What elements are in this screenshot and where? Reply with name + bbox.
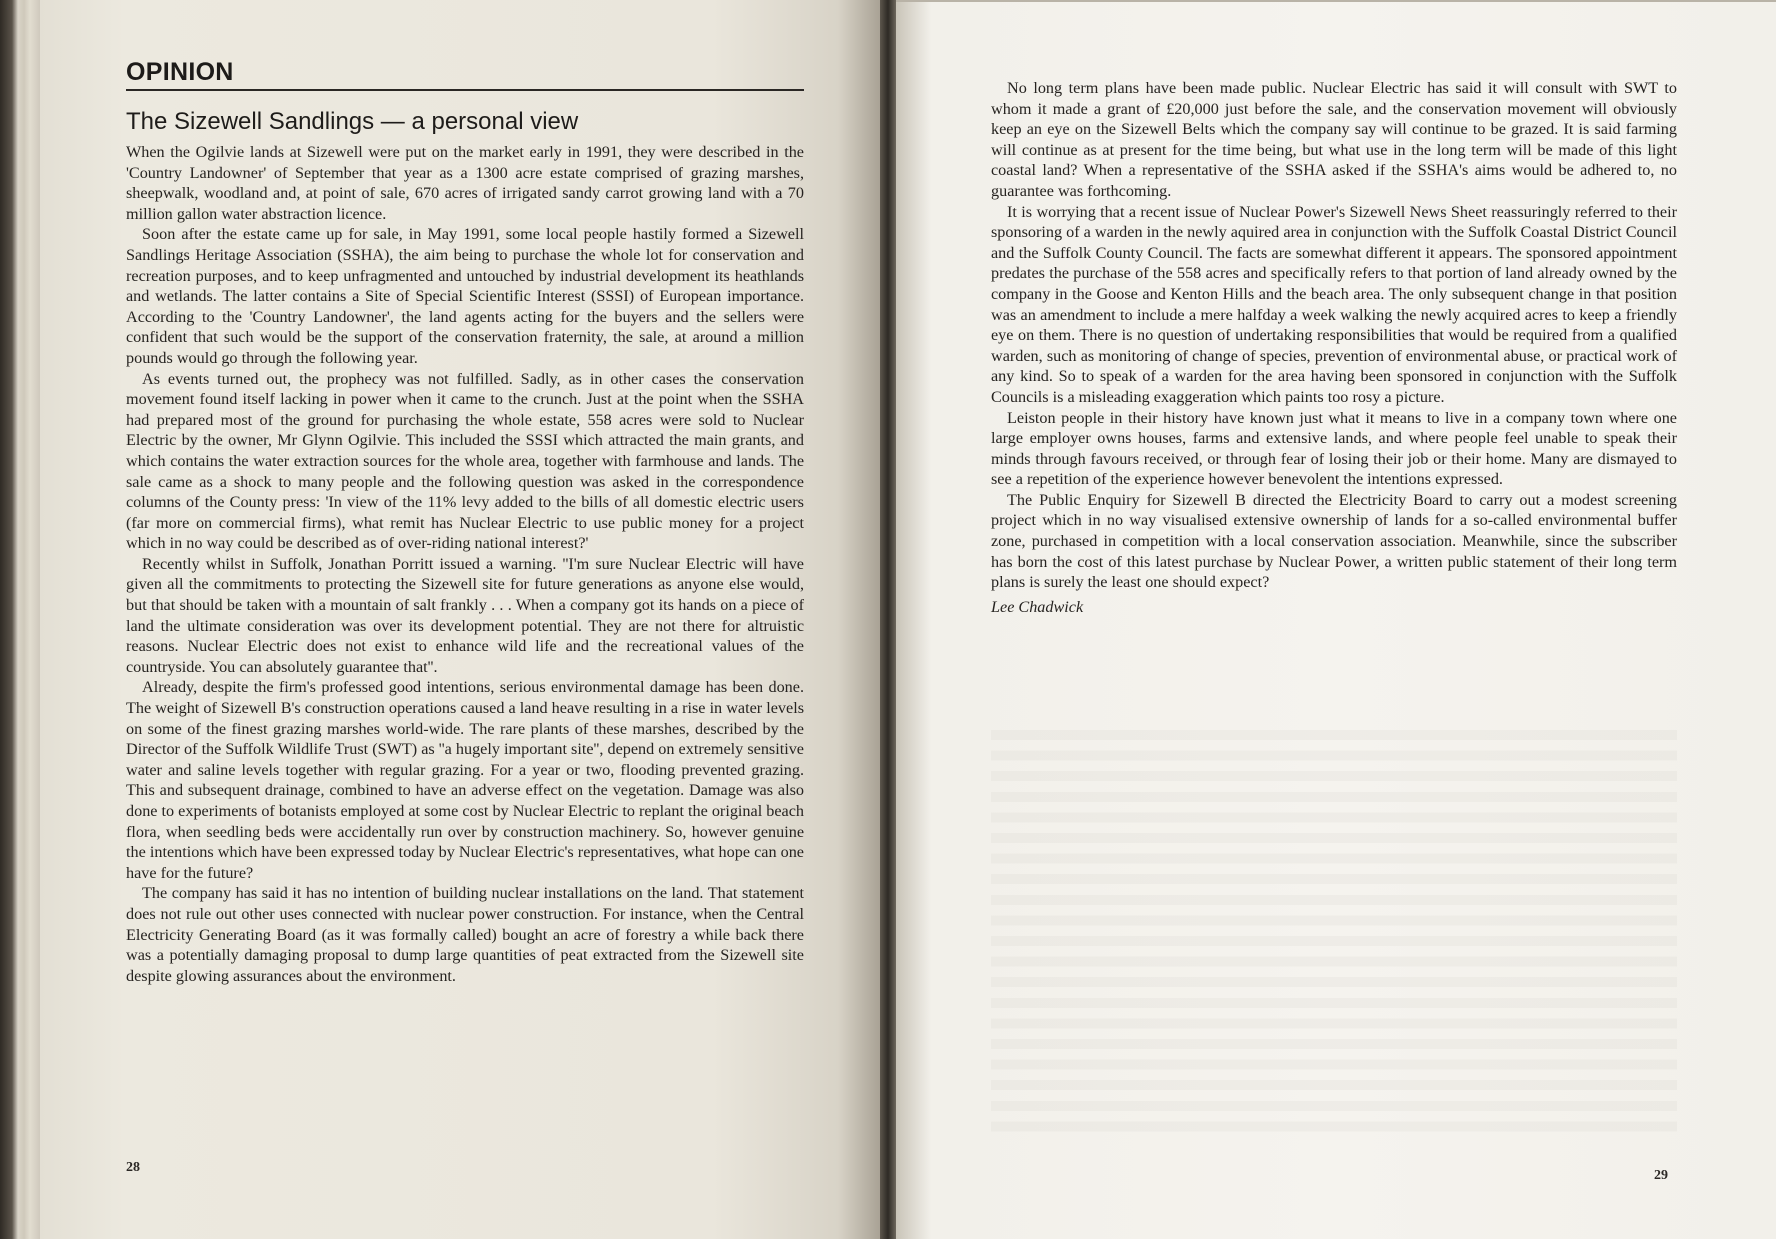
paragraph: It is worrying that a recent issue of Nuclear Power's Sizewell News Sheet reassuringly referred to their sponsoring of a warden in the newly aquired area in conjunction with the Suffolk Coastal District Council and the Suffolk County Council. The facts are somewhat different it appears. The sponsored appointment predates the purchase of the 558 acres and specifically refers to that portion of land already owned by the company in the Goose and Kenton Hills and the beach area. The only subsequent change in that position was an amendment to include a mere halfday a week walking the newly acquired acres to keep a friendly eye on them. There is no question of undertaking responsibilities that would be required from a qualified warden, such as monitoring of change of species, prevention of environmental abuse, or practical work of any kind. So to speak of a warden for the area having been sponsored in conjunction with the Suffolk Councils is a misleading exaggeration which paints too rosy a picture.: [991, 202, 1677, 406]
bleed-through-shading: [991, 730, 1677, 1140]
paragraph: When the Ogilvie lands at Sizewell were put on the market early in 1991, they were described in the 'Country Landowner' of September that year as a 1300 acre estate comprised of grazing marshes, sheepwalk, woodland and, at point of sale, 670 acres of irrigated sandy carrot growing land with a 70 million gallon water abstraction licence.: [126, 143, 804, 223]
paragraph: Already, despite the firm's professed good intentions, serious environmental damage has been done. The weight of Sizewell B's construction operations caused a land heave resulting in a rise in water levels on some of the finest grazing marshes world-wide. The rare plants of these marshes, described by the Director of the Suffolk Wildlife Trust (SWT) as ''a hugely important site'', depend on extremely sensitive water and saline levels together with regular grazing. For a year or two, flooding prevented grazing. This and subsequent drainage, combined to have an adverse effect on the vegetation. Damage was also done to experiments of botanists employed at some cost by Nuclear Electric to replant the original beach flora, when seedling beds were accidentally run over by construction machinery. So, however genuine the intentions which have been expressed today by Nuclear Electric's representatives, what hope can one have for the future?: [126, 678, 804, 882]
binding-gutter: [880, 0, 896, 1239]
paragraph: Leiston people in their history have known just what it means to live in a company town where one large employer owns houses, farms and extensive lands, and where people feel unable to speak their minds through favours received, or through fear of losing their job or their home. Many are dismayed to see a repetition of the experience however benevolent the intentions expressed.: [991, 408, 1677, 489]
right-column-text: [991, 78, 1677, 617]
section-label: OPINION: [126, 58, 234, 86]
paragraph: The Public Enquiry for Sizewell B directed the Electricity Board to carry out a modest screening project which in no way visualised extensive ownership of lands for a so-called environmental buffer zone, purchased in competition with a local conservation association. Meanwhile, since the subscriber has born the cost of this latest purchase by Nuclear Power, a written public statement of their long term plans is surely the least one should expect?: [991, 490, 1677, 592]
paragraph: No long term plans have been made public. Nuclear Electric has said it will consult with SWT to whom it made a grant of £20,000 just before the sale, and the conservation movement will obviously keep an eye on the Sizewell Belts which the company say will continue to be grazed. It is said farming will continue as at present for the time being, but what use in the long term will be made of this light coastal land? When a representative of the SSHA asked if the SSHA's aims would be adhered to, no guarantee was forthcoming.: [991, 79, 1677, 200]
left-column-text: [126, 142, 804, 986]
page-number-right: 29: [1654, 1168, 1668, 1183]
author-byline: Lee Chadwick: [991, 597, 1084, 616]
page-stack-edge: [0, 0, 40, 1239]
article-title: The Sizewell Sandlings — a personal view: [126, 108, 579, 135]
paragraph: Recently whilst in Suffolk, Jonathan Porritt issued a warning. ''I'm sure Nuclear Electric will have given all the commitments to protecting the Sizewell site for future generations as anyone else would, but that should be taken with a mountain of salt frankly . . . When a company got its hands on a piece of land the ultimate consideration was over its development potential. They are not there for altruistic reasons. Nuclear Electric does not exist to enhance wild life and the recreational values of the countryside. You can absolutely guarantee that''.: [126, 554, 804, 676]
paragraph: As events turned out, the prophecy was not fulfilled. Sadly, as in other cases the conservation movement found itself lacking in power when it came to the crunch. Just at the point when the SSHA had prepared most of the ground for purchasing the whole estate, 558 acres were sold to Nuclear Electric by the owner, Mr Glynn Ogilvie. This included the SSSI which attracted the main grants, and which contains the water extraction sources for the whole area, together with farmhouse and lands. The sale came as a shock to many people and the following question was asked in the correspondence columns of the County press: 'In view of the 11% levy added to the bills of all domestic electric users (far more on commercial firms), what remit has Nuclear Electric to use public money for a project which in no way could be described as of over-riding national interest?': [126, 369, 804, 553]
section-header: [126, 58, 804, 91]
paragraph: The company has said it has no intention of building nuclear installations on the land. That statement does not rule out other uses connected with nuclear power construction. For instance, when the Central Electricity Generating Board (as it was formally called) bought an acre of forestry a while back there was a potentially damaging proposal to dump large quantities of peat extracted from the Sizewell site despite glowing assurances about the environment.: [126, 884, 804, 985]
paragraph: Soon after the estate came up for sale, in May 1991, some local people hastily formed a Sizewell Sandlings Heritage Association (SSHA), the aim being to purchase the whole lot for conservation and recreation purposes, and to keep unfragmented and untouched by industrial development its heathlands and wetlands. The latter contains a Site of Special Scientific Interest (SSSI) of European importance. According to the 'Country Landowner', the land agents acting for the buyers and the sellers were confident that such would be the support of the conservation fraternity, the sale, at around a million pounds would go through the following year.: [126, 225, 804, 367]
page-number-left: 28: [126, 1160, 140, 1175]
